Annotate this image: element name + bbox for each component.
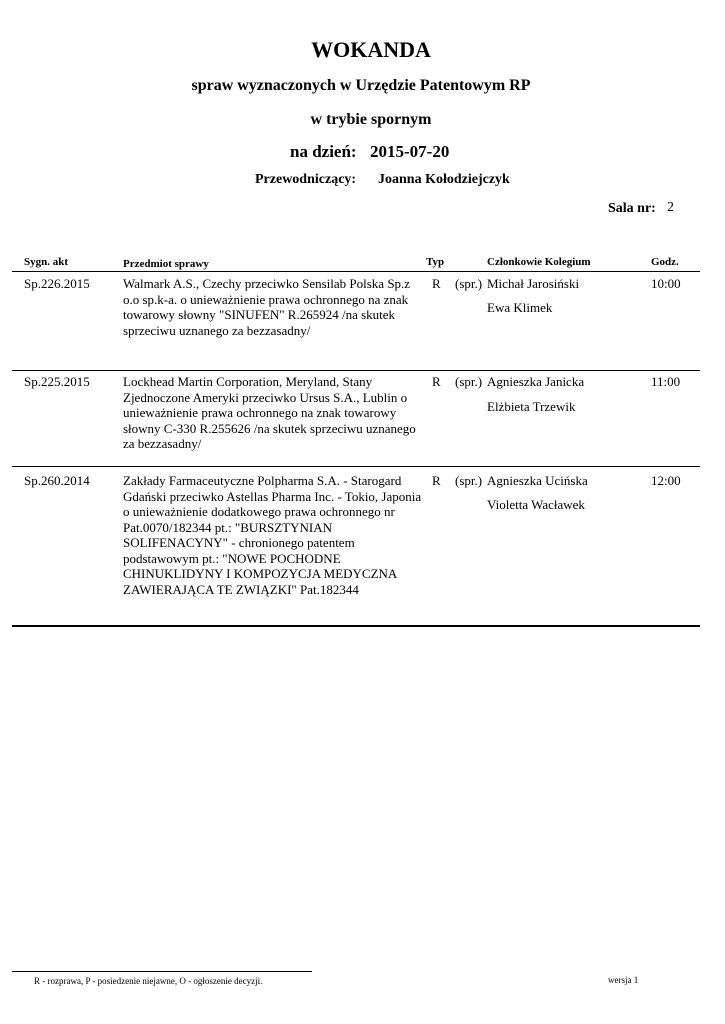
date-value: 2015-07-20 xyxy=(370,142,450,161)
case-number: Sp.226.2015 xyxy=(24,276,90,291)
member-rapporteur: Agnieszka Janicka xyxy=(487,374,585,389)
room-label: Sala nr: xyxy=(608,201,656,216)
footer-legend: R - rozprawa, P - posiedzenie niejawne, O - ogłoszenie decyzji. xyxy=(34,976,263,986)
case-type: R xyxy=(432,473,441,488)
column-header-type: Typ xyxy=(426,256,445,268)
case-type: R xyxy=(432,276,441,291)
case-subject: Lockhead Martin Corporation, Meryland, Stany Zjednoczone Ameryki przeciwko Ursus S.A., Lublin o unieważnienie prawa ochronnego na znak towarowy słowny C-330 R.255626 /na skutek sprzeciwu uznanego za bezzasadny/ xyxy=(123,374,416,451)
case-number: Sp.225.2015 xyxy=(24,374,90,389)
column-header-subject: Przedmiot sprawy xyxy=(123,258,209,270)
row-divider xyxy=(12,466,700,467)
column-header-case: Sygn. akt xyxy=(24,256,69,268)
footer-divider xyxy=(12,971,312,972)
case-type: R xyxy=(432,374,441,389)
rapporteur-marker: (spr.) xyxy=(455,276,483,291)
room-value: 2 xyxy=(667,200,674,215)
member: Ewa Klimek xyxy=(487,300,553,315)
column-header-time: Godz. xyxy=(651,256,679,268)
case-number: Sp.260.2014 xyxy=(24,473,90,488)
document-title: WOKANDA xyxy=(311,37,431,62)
document-subtitle: spraw wyznaczonych w Urzędzie Patentowym RP xyxy=(191,77,531,94)
chair-label: Przewodniczący: xyxy=(255,172,357,187)
rapporteur-marker: (spr.) xyxy=(455,473,483,488)
case-subject: Walmark A.S., Czechy przeciwko Sensilab Polska Sp.z o.o sp.k-a. o unieważnienie prawa ochronnego na znak towarowy słowny "SINUFEN" R.265924 /na skutek sprzeciwu uznanego za bezzasadny/ xyxy=(123,276,411,338)
row-divider xyxy=(12,370,700,371)
hearing-time: 12:00 xyxy=(651,473,681,488)
hearing-time: 11:00 xyxy=(651,374,681,389)
member: Elżbieta Trzewik xyxy=(487,399,576,414)
member-rapporteur: Michał Jarosiński xyxy=(487,276,580,291)
date-label: na dzień: xyxy=(290,142,357,161)
member: Violetta Wacławek xyxy=(487,497,585,512)
version-label: wersja 1 xyxy=(608,975,639,985)
table-header-divider xyxy=(12,271,700,272)
member-rapporteur: Agnieszka Ucińska xyxy=(487,473,588,488)
hearing-time: 10:00 xyxy=(651,276,681,291)
case-subject: Zakłady Farmaceutyczne Polpharma S.A. - Starogard Gdański przeciwko Astellas Pharma Inc. - Tokio, Japonia o unieważnienie dodatkowego prawa ochronnego nr Pat.0070/182344 pt.: "BURSZTYNIAN SOLIFENACYNY" - chronionego patentem podstawowym pt.: "NOWE POCHODNE CHINUKLIDYNY I KOMPOZYCJA MEDYCZNA ZAWIERAJĄCA TE ZWIĄZKI" Pat.182344 xyxy=(123,473,422,597)
rapporteur-marker: (spr.) xyxy=(455,374,483,389)
chair-value: Joanna Kołodziejczyk xyxy=(378,172,510,187)
column-header-members: Członkowie Kolegium xyxy=(487,256,591,268)
table-bottom-border xyxy=(12,625,700,627)
proceeding-mode: w trybie spornym xyxy=(310,111,432,128)
